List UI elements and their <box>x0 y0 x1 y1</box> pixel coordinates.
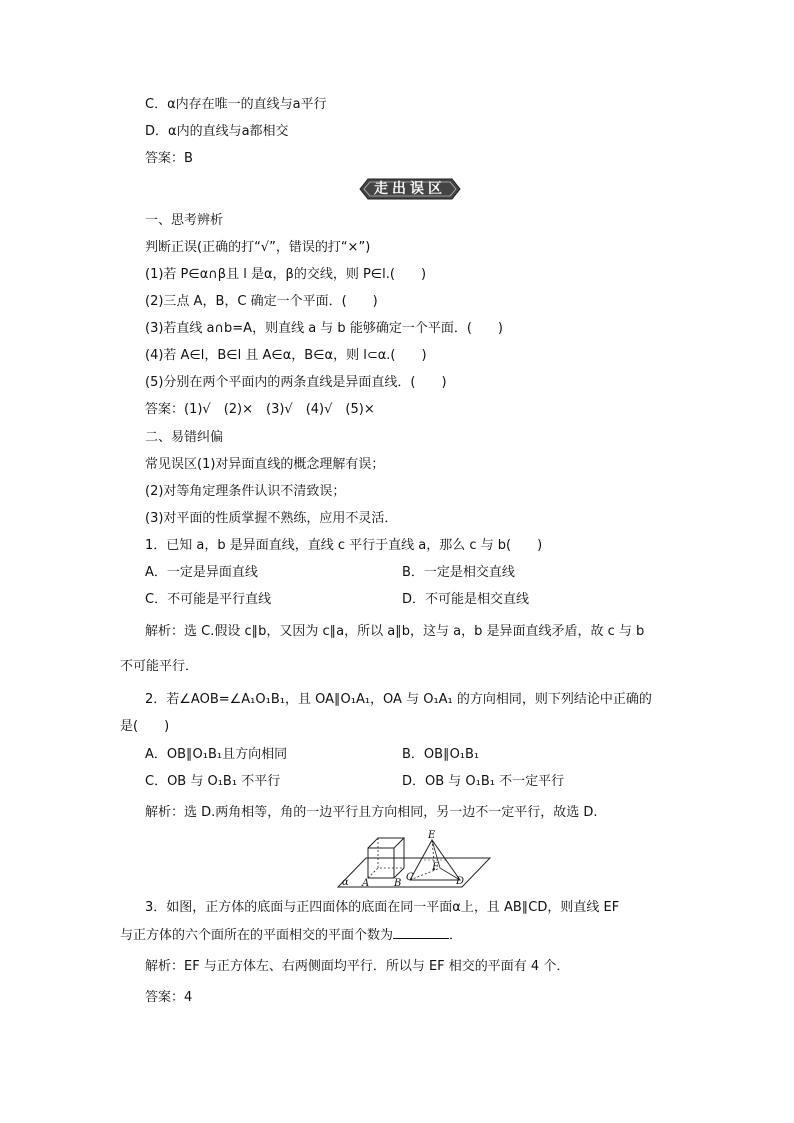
judgement-item: (5)分别在两个平面内的两条直线是异面直线．( ) <box>145 375 447 390</box>
q1-option-b: B．一定是相交直线 <box>402 565 515 580</box>
q2-option-b: B．OB∥O₁B₁ <box>402 747 480 762</box>
judgement-item: (4)若 A∈l，B∈l 且 A∈α，B∈α，则 l⊂α.( ) <box>145 348 427 363</box>
label-b: B <box>394 878 402 889</box>
q3-analysis: 解析：EF 与正方体左、右两侧面均平行．所以与 EF 相交的平面有 4 个． <box>145 959 570 974</box>
judgement-item: (1)若 P∈α∩β且 l 是α，β的交线，则 P∈l.( ) <box>145 267 427 282</box>
q2-stem-cont: 是( ) <box>120 719 170 734</box>
error-item: (3)对平面的性质掌握不熟练，应用不灵活． <box>145 511 398 526</box>
label-f: F <box>432 862 439 873</box>
option-d: D．α内的直线与a都相交 <box>145 124 289 139</box>
q2-analysis: 解析：选 D.两角相等，角的一边平行且方向相同，另一边不一定平行，故选 D. <box>145 805 598 820</box>
label-a: A <box>362 878 370 889</box>
q1-stem: 1．已知 a，b 是异面直线，直线 c 平行于直线 a，那么 c 与 b( ) <box>145 538 543 553</box>
label-alpha: α <box>342 877 349 888</box>
q3-stem-cont <box>120 926 462 945</box>
q2-option-c: C．OB 与 O₁B₁ 不平行 <box>145 774 281 789</box>
q1-analysis-cont: 不可能平行． <box>120 659 199 674</box>
q1-option-c: C．不可能是平行直线 <box>145 592 272 607</box>
q3-stem: 3．如图，正方体的底面与正四面体的底面在同一平面α上，且 AB∥CD，则直线 EF <box>145 900 620 915</box>
q1-option-a: A．一定是异面直线 <box>145 565 258 580</box>
judgement-item: (3)若直线 a∩b=A，则直线 a 与 b 能够确定一个平面．( ) <box>145 321 503 336</box>
part1-title: 一、思考辨析 <box>145 213 224 228</box>
q1-option-d: D．不可能是相交直线 <box>402 592 530 607</box>
label-d: D <box>456 876 465 887</box>
q1-analysis: 解析：选 C.假设 c∥b，又因为 c∥a，所以 a∥b，这与 a，b 是异面直线矛盾，故 c 与 b <box>145 624 645 639</box>
answer-text: 答案：B <box>145 151 193 166</box>
cube-tetrahedron-diagram <box>336 832 492 892</box>
q3-stem-text: 与正方体的六个面所在的平面相交的平面个数为 <box>120 928 394 943</box>
error-item: 常见误区(1)对异面直线的概念理解有误； <box>145 457 385 472</box>
label-c: C <box>406 872 414 883</box>
section-badge <box>356 178 464 200</box>
q3-answer: 答案：4 <box>145 990 193 1005</box>
part2-title: 二、易错纠偏 <box>145 430 224 445</box>
q2-stem: 2．若∠AOB=∠A₁O₁B₁，且 OA∥O₁A₁，OA 与 O₁A₁ 的方向相同，则下列结论中正确的 <box>145 692 652 707</box>
judgement-item: (2)三点 A，B，C 确定一个平面．( ) <box>145 294 378 309</box>
part1-answer: 答案：(1)√ (2)× (3)√ (4)√ (5)× <box>145 402 375 417</box>
part1-instruction: 判断正误(正确的打“√”，错误的打“×”) <box>145 240 371 255</box>
error-item: (2)对等角定理条件认识不清致误； <box>145 484 346 499</box>
label-e: E <box>428 830 436 841</box>
answer-blank <box>393 926 449 939</box>
geometry-figure <box>336 832 492 896</box>
q2-option-d: D．OB 与 O₁B₁ 不一定平行 <box>402 774 565 789</box>
q3-stem-end: ． <box>449 928 463 943</box>
q2-option-a: A．OB∥O₁B₁且方向相同 <box>145 747 288 762</box>
option-c: C．α内存在唯一的直线与a平行 <box>145 97 327 112</box>
badge-title: 走出误区 <box>374 181 446 197</box>
